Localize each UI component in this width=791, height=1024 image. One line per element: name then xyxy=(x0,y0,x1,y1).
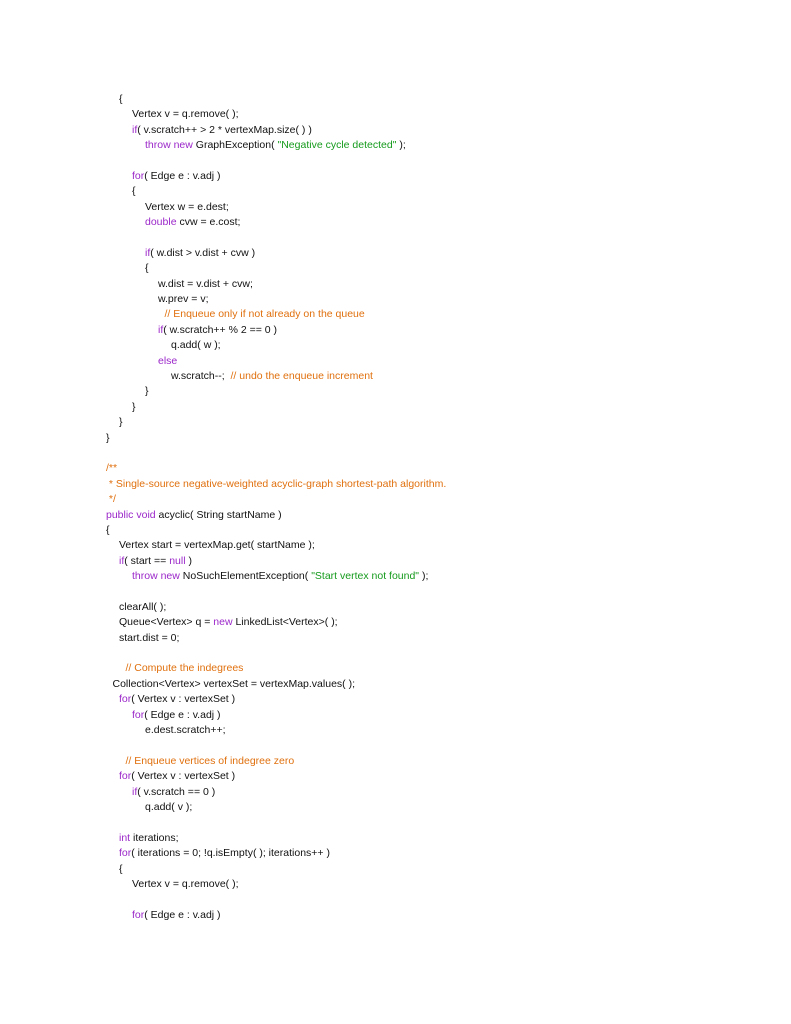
code-line xyxy=(0,215,791,230)
code-line xyxy=(0,508,791,523)
code-text: } xyxy=(145,385,149,398)
code-comment: */ xyxy=(106,493,116,506)
code-text: Vertex v = q.remove( ); xyxy=(132,877,239,890)
blank-line xyxy=(0,646,791,661)
code-line xyxy=(0,615,791,630)
code-text: Vertex v = q.remove( ); xyxy=(132,108,239,121)
code-keyword: if xyxy=(145,246,151,259)
code-line xyxy=(0,692,791,707)
code-text: acyclic( String startName ) xyxy=(155,508,282,521)
code-text: ( start == xyxy=(124,554,170,567)
code-line xyxy=(0,600,791,615)
code-text: q.add( v ); xyxy=(145,800,193,813)
code-text: e.dest.scratch++; xyxy=(145,724,226,737)
code-line xyxy=(0,492,791,507)
code-text: } xyxy=(132,400,136,413)
code-keyword: int xyxy=(119,831,131,844)
code-text: GraphException( xyxy=(192,139,278,152)
code-text: Vertex start = vertexMap.get( startName ); xyxy=(119,539,315,552)
code-comment: // Enqueue only if not already on the queue xyxy=(164,308,365,321)
code-line xyxy=(0,523,791,538)
code-text: ); xyxy=(419,570,429,583)
code-text: ( w.dist > v.dist + cvw ) xyxy=(150,246,256,259)
code-line xyxy=(0,431,791,446)
code-listing xyxy=(0,92,791,923)
code-keyword: new xyxy=(213,616,233,629)
code-line xyxy=(0,846,791,861)
code-text: ( Edge e : v.adj ) xyxy=(144,908,221,921)
code-line xyxy=(0,184,791,199)
code-text: { xyxy=(145,262,149,275)
code-line xyxy=(0,677,791,692)
code-line xyxy=(0,277,791,292)
code-line xyxy=(0,384,791,399)
code-keyword: if xyxy=(119,554,125,567)
code-line xyxy=(0,631,791,646)
blank-line xyxy=(0,815,791,830)
code-text: w.scratch--; xyxy=(171,370,231,383)
code-text: } xyxy=(106,431,110,444)
code-keyword: throw new xyxy=(145,139,193,152)
code-keyword: for xyxy=(119,693,132,706)
code-text: ( v.scratch++ > 2 * vertexMap.size( ) ) xyxy=(137,123,312,136)
code-line xyxy=(0,400,791,415)
code-text: q.add( w ); xyxy=(171,339,221,352)
code-keyword: else xyxy=(158,354,178,367)
code-comment: // Enqueue vertices of indegree zero xyxy=(125,754,295,767)
code-line xyxy=(0,477,791,492)
code-line xyxy=(0,323,791,338)
code-comment: // Compute the indegrees xyxy=(125,662,244,675)
code-keyword: if xyxy=(158,323,164,336)
code-comment: * Single-source negative-weighted acyclic-graph shortest-path algorithm. xyxy=(106,477,447,490)
code-keyword: double xyxy=(145,216,177,229)
code-text: ( w.scratch++ % 2 == 0 ) xyxy=(163,323,278,336)
blank-line xyxy=(0,231,791,246)
code-line xyxy=(0,769,791,784)
code-line xyxy=(0,338,791,353)
code-text: ); xyxy=(396,139,406,152)
code-line xyxy=(0,877,791,892)
code-line xyxy=(0,862,791,877)
code-keyword: for xyxy=(119,847,132,860)
code-keyword: null xyxy=(169,554,186,567)
code-line xyxy=(0,200,791,215)
code-text: { xyxy=(119,862,123,875)
code-line xyxy=(0,292,791,307)
blank-line xyxy=(0,154,791,169)
code-line xyxy=(0,461,791,476)
code-text: LinkedList<Vertex>( ); xyxy=(232,616,338,629)
blank-line xyxy=(0,446,791,461)
code-line xyxy=(0,415,791,430)
code-line xyxy=(0,538,791,553)
code-text: Collection<Vertex> vertexSet = vertexMap.values( ); xyxy=(112,677,355,690)
code-line xyxy=(0,569,791,584)
code-line xyxy=(0,92,791,107)
code-text: ( Vertex v : vertexSet ) xyxy=(131,693,236,706)
code-line xyxy=(0,800,791,815)
code-line xyxy=(0,785,791,800)
code-text: w.prev = v; xyxy=(158,293,209,306)
code-keyword: if xyxy=(132,123,138,136)
code-text: Vertex w = e.dest; xyxy=(145,200,229,213)
code-line xyxy=(0,307,791,322)
blank-line xyxy=(0,738,791,753)
code-keyword: for xyxy=(132,169,145,182)
code-line xyxy=(0,354,791,369)
code-text: ( Edge e : v.adj ) xyxy=(144,708,221,721)
code-line xyxy=(0,723,791,738)
code-text: Queue<Vertex> q = xyxy=(119,616,214,629)
code-text: clearAll( ); xyxy=(119,600,167,613)
code-line xyxy=(0,554,791,569)
code-text: ( v.scratch == 0 ) xyxy=(137,785,216,798)
code-text: cvw = e.cost; xyxy=(176,216,241,229)
code-comment: /** xyxy=(106,462,118,475)
code-line xyxy=(0,708,791,723)
code-text: ( Vertex v : vertexSet ) xyxy=(131,770,236,783)
code-line xyxy=(0,661,791,676)
code-text: ) xyxy=(185,554,192,567)
code-keyword: public void xyxy=(106,508,156,521)
code-keyword: if xyxy=(132,785,138,798)
code-line xyxy=(0,908,791,923)
code-line xyxy=(0,246,791,261)
code-keyword: throw new xyxy=(132,570,180,583)
code-line xyxy=(0,831,791,846)
code-line xyxy=(0,261,791,276)
code-string: "Start vertex not found" xyxy=(311,570,420,583)
code-line xyxy=(0,169,791,184)
code-line xyxy=(0,138,791,153)
code-line xyxy=(0,107,791,122)
code-line xyxy=(0,754,791,769)
code-text: { xyxy=(132,185,136,198)
code-string: "Negative cycle detected" xyxy=(277,139,397,152)
code-text: ( Edge e : v.adj ) xyxy=(144,169,221,182)
code-text: iterations; xyxy=(130,831,179,844)
blank-line xyxy=(0,585,791,600)
code-line xyxy=(0,123,791,138)
code-text: NoSuchElementException( xyxy=(179,570,312,583)
code-keyword: for xyxy=(132,908,145,921)
code-text: { xyxy=(119,93,123,105)
code-text: } xyxy=(119,416,123,429)
code-text: ( iterations = 0; !q.isEmpty( ); iterations++ ) xyxy=(131,847,330,860)
code-text: { xyxy=(106,523,110,536)
code-keyword: for xyxy=(132,708,145,721)
code-keyword: for xyxy=(119,770,132,783)
code-text: start.dist = 0; xyxy=(119,631,180,644)
blank-line xyxy=(0,892,791,907)
code-text: w.dist = v.dist + cvw; xyxy=(158,277,253,290)
code-comment: // undo the enqueue increment xyxy=(230,370,373,383)
code-line xyxy=(0,369,791,384)
